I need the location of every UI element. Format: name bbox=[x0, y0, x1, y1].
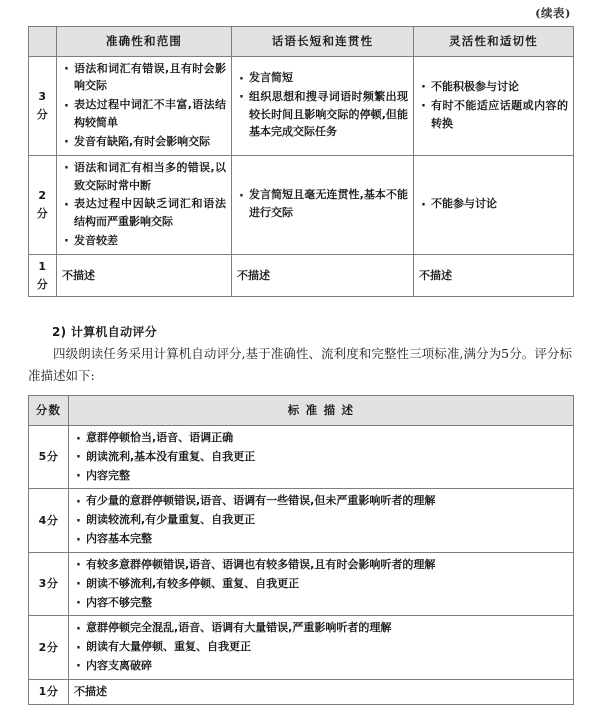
speaking-criteria-table bbox=[28, 26, 574, 297]
criteria-item: · 有少量的意群停顿错误,语音、语调有一些错误,但未严重影响听者的理解 bbox=[74, 492, 568, 510]
column-header-score: 分数 bbox=[29, 396, 69, 426]
table-row bbox=[29, 489, 574, 552]
criteria-description bbox=[69, 552, 574, 615]
criteria-item: · 朗读不够流利,有较多停顿、重复、自我更正 bbox=[74, 575, 568, 593]
criteria-item: · 语法和词汇有相当多的错误,以致交际时常中断 bbox=[62, 159, 226, 195]
criteria-accuracy bbox=[57, 56, 232, 155]
table-row bbox=[29, 56, 574, 155]
criteria-accuracy: 不描述 bbox=[57, 254, 232, 297]
section-heading: 2) 计算机自动评分 bbox=[52, 325, 158, 340]
table-row bbox=[29, 426, 574, 489]
section-paragraph: 四级朗读任务采用计算机自动评分,基于准确性、流利度和完整性三项标准,满分为5分。评分标准描述如下: bbox=[28, 346, 572, 383]
table-row bbox=[29, 679, 574, 704]
criteria-coherence bbox=[232, 56, 414, 155]
criteria-item: · 不能参与讨论 bbox=[419, 195, 568, 213]
criteria-description bbox=[69, 489, 574, 552]
score-label: 2分 bbox=[29, 616, 69, 679]
criteria-item: · 发音有缺陷,有时会影响交际 bbox=[62, 133, 226, 151]
table-row bbox=[29, 254, 574, 297]
criteria-item: · 发音较差 bbox=[62, 232, 226, 250]
criteria-item: · 有时不能适应话题或内容的转换 bbox=[419, 97, 568, 133]
column-header-flexibility: 灵活性和适切性 bbox=[414, 27, 574, 57]
score-label: 2 分 bbox=[29, 155, 57, 254]
criteria-description bbox=[69, 426, 574, 489]
score-label: 3 分 bbox=[29, 56, 57, 155]
score-label: 4分 bbox=[29, 489, 69, 552]
criteria-description bbox=[69, 616, 574, 679]
column-header-score bbox=[29, 27, 57, 57]
criteria-item: · 朗读有大量停顿、重复、自我更正 bbox=[74, 638, 568, 656]
table-row bbox=[29, 552, 574, 615]
criteria-item: · 内容完整 bbox=[74, 467, 568, 485]
reading-criteria-table bbox=[28, 395, 574, 704]
score-label: 5分 bbox=[29, 426, 69, 489]
column-header-coherence: 话语长短和连贯性 bbox=[232, 27, 414, 57]
table-row bbox=[29, 155, 574, 254]
criteria-item: · 意群停顿恰当,语音、语调正确 bbox=[74, 429, 568, 447]
criteria-item: · 朗读较流利,有少量重复、自我更正 bbox=[74, 511, 568, 529]
criteria-item: · 意群停顿完全混乱,语音、语调有大量错误,严重影响听者的理解 bbox=[74, 619, 568, 637]
criteria-item: · 内容支离破碎 bbox=[74, 657, 568, 675]
criteria-item: · 发言简短 bbox=[237, 69, 408, 87]
criteria-item: · 朗读流利,基本没有重复、自我更正 bbox=[74, 448, 568, 466]
score-label: 1分 bbox=[29, 254, 57, 297]
criteria-item: · 表达过程中因缺乏词汇和语法结构而严重影响交际 bbox=[62, 195, 226, 231]
criteria-item: · 发言简短且毫无连贯性,基本不能进行交际 bbox=[237, 186, 408, 222]
criteria-coherence bbox=[232, 155, 414, 254]
criteria-item: · 内容不够完整 bbox=[74, 594, 568, 612]
table-header-row bbox=[29, 27, 574, 57]
criteria-flexibility: 不描述 bbox=[414, 254, 574, 297]
criteria-accuracy bbox=[57, 155, 232, 254]
criteria-item: · 不能积极参与讨论 bbox=[419, 78, 568, 96]
criteria-item: · 有较多意群停顿错误,语音、语调也有较多错误,且有时会影响听者的理解 bbox=[74, 556, 568, 574]
table-row bbox=[29, 616, 574, 679]
continuation-table-label: (续表) bbox=[535, 6, 571, 20]
criteria-item: · 语法和词汇有错误,且有时会影响交际 bbox=[62, 60, 226, 96]
criteria-item: · 组织思想和搜寻词语时频繁出现较长时间且影响交际的停顿,但能基本完成交际任务 bbox=[237, 88, 408, 141]
criteria-description: 不描述 bbox=[69, 679, 574, 704]
criteria-coherence: 不描述 bbox=[232, 254, 414, 297]
column-header-accuracy: 准确性和范围 bbox=[57, 27, 232, 57]
criteria-item: · 内容基本完整 bbox=[74, 530, 568, 548]
column-header-description: 标 准 描 述 bbox=[69, 396, 574, 426]
score-label: 1分 bbox=[29, 679, 69, 704]
table-header-row bbox=[29, 396, 574, 426]
criteria-flexibility bbox=[414, 155, 574, 254]
score-label: 3分 bbox=[29, 552, 69, 615]
criteria-item: · 表达过程中词汇不丰富,语法结构较简单 bbox=[62, 96, 226, 132]
criteria-flexibility bbox=[414, 56, 574, 155]
